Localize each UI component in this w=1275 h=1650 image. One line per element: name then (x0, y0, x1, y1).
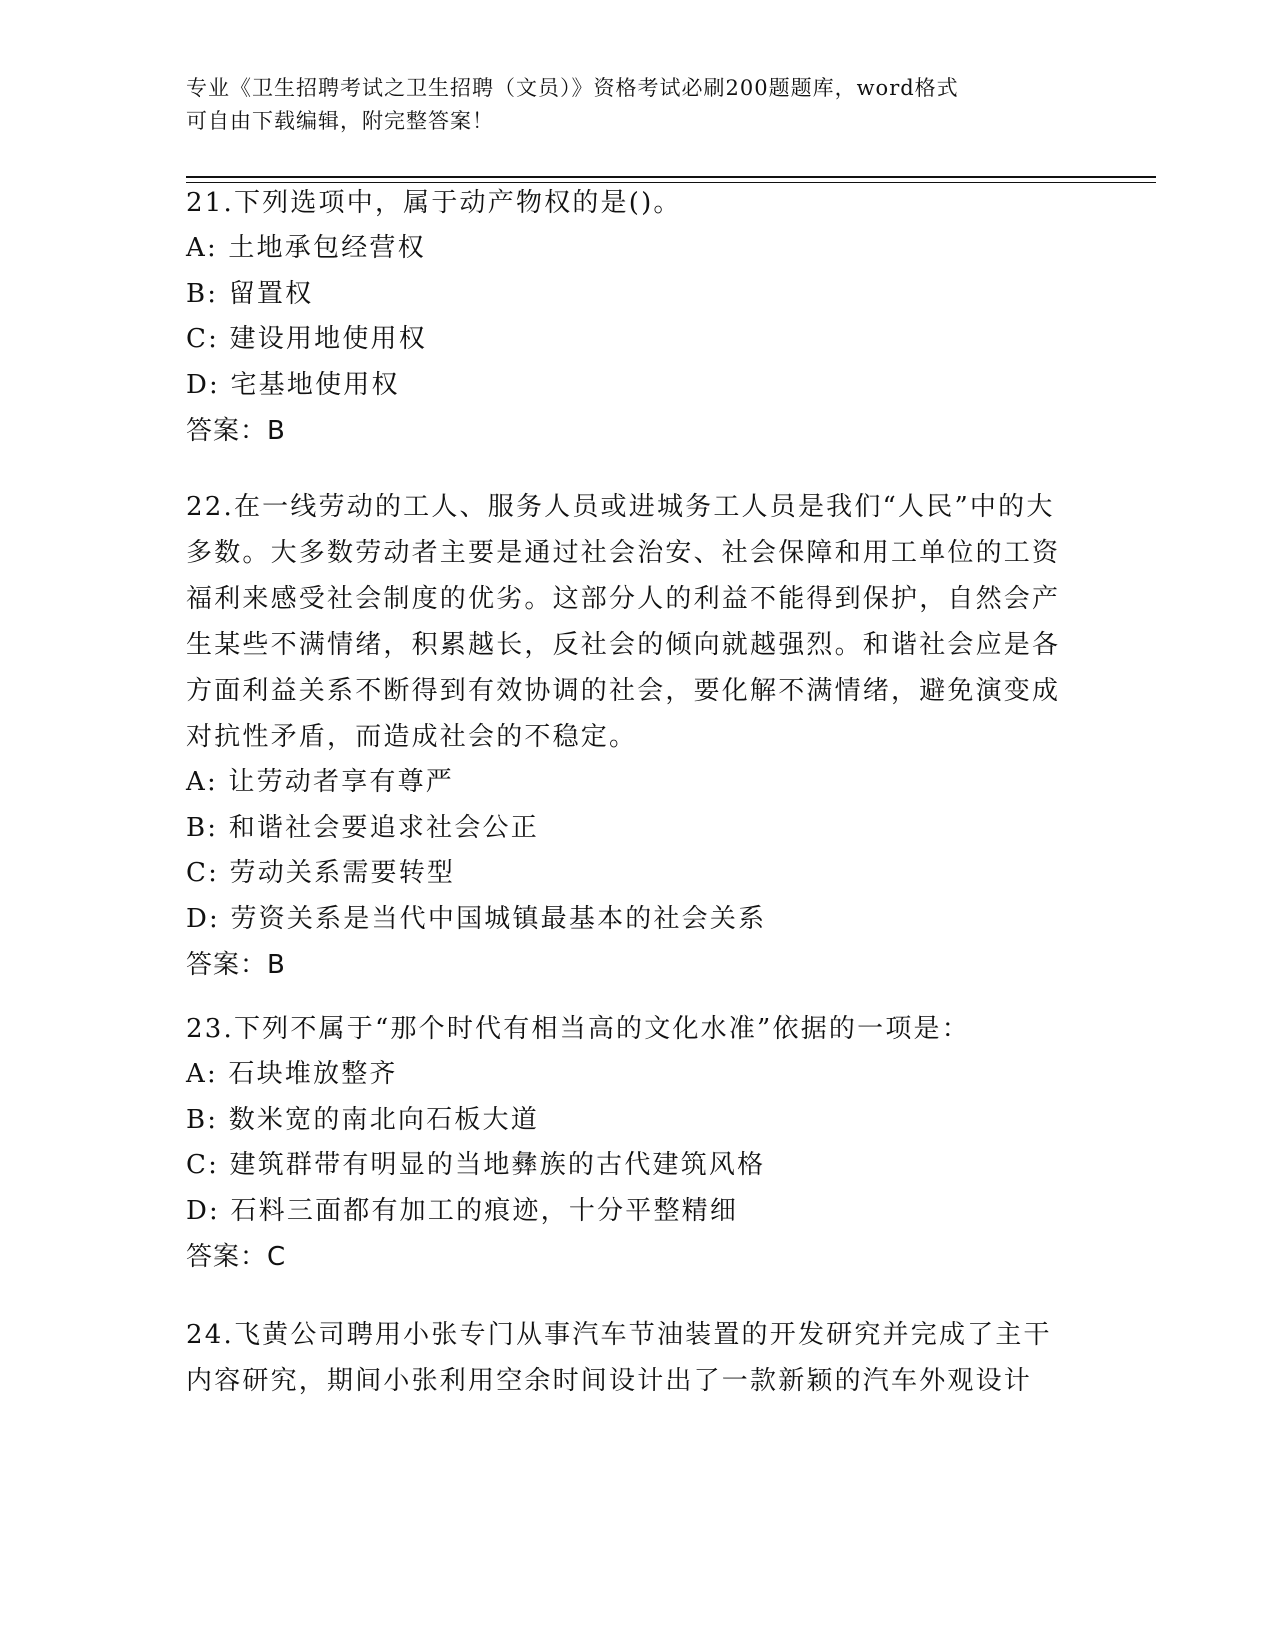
question-23 (186, 1006, 1066, 1280)
header-divider-thick (186, 176, 1156, 178)
option-b: B: 和谐社会要追求社会公正 (186, 812, 539, 843)
question-text: 24.飞黄公司聘用小张专门从事汽车节油装置的开发研究并完成了主干内容研究，期间小张利用空余时间设计出了一款新颖的汽车外观设计 (186, 1320, 1052, 1396)
option-c: C: 建筑群带有明显的当地彝族的古代建筑风格 (186, 1150, 766, 1180)
option-d: D: 宅基地使用权 (186, 369, 400, 400)
option-c: C: 劳动关系需要转型 (186, 858, 456, 888)
option-b: B: 数米宽的南北向石板大道 (186, 1104, 539, 1135)
question-text: 23.下列不属于“那个时代有相当高的文化水准”依据的一项是： (186, 1014, 970, 1044)
question-24 (186, 1312, 1066, 1404)
option-a: A: 石块堆放整齐 (186, 1059, 398, 1089)
option-b: B: 留置权 (186, 278, 314, 309)
option-c: C: 建设用地使用权 (186, 324, 427, 354)
answer: 答案：C (186, 1242, 287, 1272)
header-line-1: 专业《卫生招聘考试之卫生招聘（文员）》资格考试必刷200题题库，word格式 (186, 76, 959, 100)
answer: 答案：B (186, 950, 286, 980)
question-22 (186, 484, 1066, 988)
question-text: 21.下列选项中，属于动产物权的是()。 (186, 188, 682, 218)
option-d: D: 石料三面都有加工的痕迹，十分平整精细 (186, 1195, 739, 1226)
header-line-2: 可自由下载编辑，附完整答案！ (186, 109, 494, 133)
document-header (186, 72, 1086, 138)
option-a: A: 土地承包经营权 (186, 233, 426, 263)
question-21 (186, 180, 1066, 454)
option-d: D: 劳资关系是当代中国城镇最基本的社会关系 (186, 903, 767, 934)
answer: 答案：B (186, 416, 286, 446)
question-text: 22.在一线劳动的工人、服务人员或进城务工人员是我们“人民”中的大多数。大多数劳动者主要是通过社会治安、社会保障和用工单位的工资福利来感受社会制度的优劣。这部分人的利益不能得到保护，自然会产生某些不满情绪，积累越长，反社会的倾向就越强烈。和谐社会应是各方面利益关系不断得到有效协调的社会，要化解不满情绪，避免演变成对抗性矛盾，而造成社会的不稳定。 (186, 492, 1061, 752)
option-a: A: 让劳动者享有尊严 (186, 767, 455, 797)
